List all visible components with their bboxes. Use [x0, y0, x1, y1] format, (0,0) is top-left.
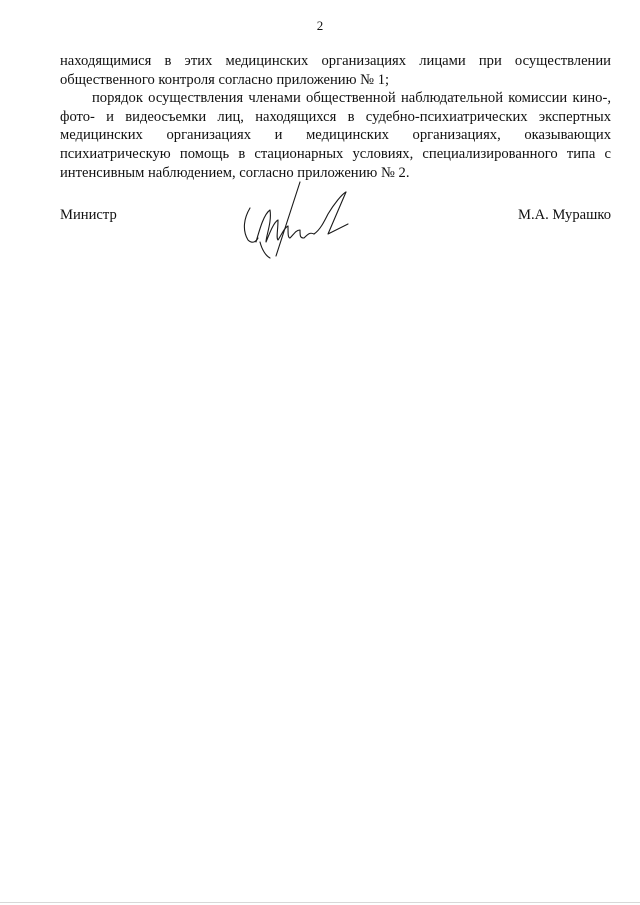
handwritten-signature — [236, 180, 356, 270]
signatory-title: Министр — [60, 207, 117, 223]
paragraph-filming-procedure: порядок осуществления членами общественной наблюдательной комиссии кино-, фото- и видеосъемки лиц, находящихся в судебно-психиатрических экспертных медицинских организациях и медицинских организациях, оказывающих психиатрическую помощь в стационарных условиях, специализированного типа с интенсивным наблюдением, согласно приложению № 2. — [60, 90, 611, 181]
signatory-name: М.А. Мурашко — [517, 207, 611, 223]
page-number: 2 — [316, 18, 324, 33]
page-bottom-edge — [0, 902, 640, 903]
signature-block — [60, 207, 611, 277]
paragraph-continuation: находящимися в этих медицинских организациях лицами при осуществлении общественного контроля согласно приложению № 1; — [60, 53, 611, 88]
document-body — [60, 52, 611, 182]
